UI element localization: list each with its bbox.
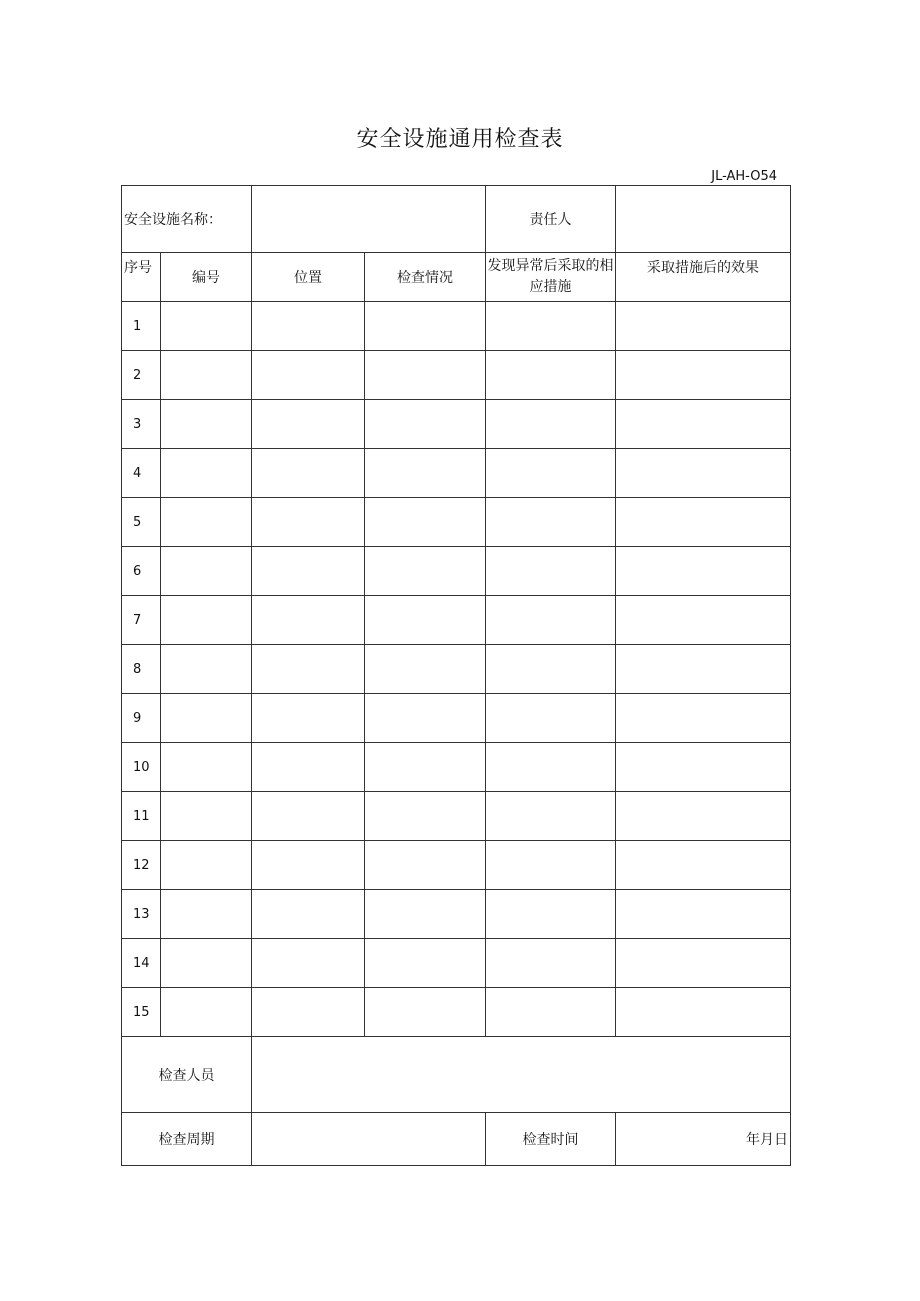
location-cell[interactable] [252, 449, 365, 498]
row-number: 4 [122, 449, 161, 498]
measures-cell[interactable] [486, 988, 616, 1037]
number-cell[interactable] [161, 743, 252, 792]
measures-cell[interactable] [486, 939, 616, 988]
facility-name-field[interactable] [252, 186, 486, 253]
effect-cell[interactable] [616, 449, 791, 498]
time-label: 检查时间 [486, 1113, 616, 1166]
measures-cell[interactable] [486, 547, 616, 596]
location-cell[interactable] [252, 988, 365, 1037]
inspection-cell[interactable] [365, 939, 486, 988]
header-number: 编号 [161, 253, 252, 302]
effect-cell[interactable] [616, 890, 791, 939]
inspector-row [122, 1037, 791, 1113]
location-cell[interactable] [252, 351, 365, 400]
effect-cell[interactable] [616, 351, 791, 400]
effect-cell[interactable] [616, 400, 791, 449]
effect-cell[interactable] [616, 939, 791, 988]
table-row [122, 988, 791, 1037]
table-row [122, 449, 791, 498]
table-row [122, 645, 791, 694]
effect-cell[interactable] [616, 645, 791, 694]
number-cell[interactable] [161, 498, 252, 547]
measures-cell[interactable] [486, 351, 616, 400]
effect-cell[interactable] [616, 743, 791, 792]
responsible-field[interactable] [616, 186, 791, 253]
inspection-cell[interactable] [365, 988, 486, 1037]
number-cell[interactable] [161, 400, 252, 449]
number-cell[interactable] [161, 890, 252, 939]
effect-cell[interactable] [616, 596, 791, 645]
header-seq: 序号 [122, 253, 161, 302]
effect-cell[interactable] [616, 841, 791, 890]
row-number: 12 [122, 841, 161, 890]
table-row [122, 498, 791, 547]
inspection-cell[interactable] [365, 302, 486, 351]
inspection-cell[interactable] [365, 792, 486, 841]
cycle-time-row [122, 1113, 791, 1166]
row-number: 7 [122, 596, 161, 645]
table-row [122, 596, 791, 645]
location-cell[interactable] [252, 547, 365, 596]
date-field[interactable]: 年月日 [616, 1113, 791, 1166]
effect-cell[interactable] [616, 547, 791, 596]
responsible-label: 责任人 [486, 186, 616, 253]
table-row [122, 302, 791, 351]
measures-cell[interactable] [486, 743, 616, 792]
table-row [122, 547, 791, 596]
location-cell[interactable] [252, 792, 365, 841]
inspection-cell[interactable] [365, 694, 486, 743]
location-cell[interactable] [252, 596, 365, 645]
table-row [122, 694, 791, 743]
row-number: 2 [122, 351, 161, 400]
inspection-cell[interactable] [365, 547, 486, 596]
location-cell[interactable] [252, 743, 365, 792]
number-cell[interactable] [161, 988, 252, 1037]
inspection-cell[interactable] [365, 449, 486, 498]
number-cell[interactable] [161, 449, 252, 498]
cycle-field[interactable] [252, 1113, 486, 1166]
location-cell[interactable] [252, 645, 365, 694]
column-header-row [122, 253, 791, 302]
number-cell[interactable] [161, 351, 252, 400]
page-title: 安全设施通用检查表 [356, 127, 564, 152]
table-row [122, 743, 791, 792]
effect-cell[interactable] [616, 694, 791, 743]
table-row [122, 890, 791, 939]
facility-name-row [122, 186, 791, 253]
number-cell[interactable] [161, 792, 252, 841]
measures-cell[interactable] [486, 498, 616, 547]
inspector-label: 检查人员 [122, 1037, 252, 1113]
location-cell[interactable] [252, 400, 365, 449]
row-number: 14 [122, 939, 161, 988]
inspector-field[interactable] [252, 1037, 791, 1113]
measures-cell[interactable] [486, 449, 616, 498]
number-cell[interactable] [161, 939, 252, 988]
table-row [122, 400, 791, 449]
header-effect: 采取措施后的效果 [616, 253, 791, 302]
header-location: 位置 [252, 253, 365, 302]
location-cell[interactable] [252, 302, 365, 351]
table-row [122, 351, 791, 400]
effect-cell[interactable] [616, 988, 791, 1037]
number-cell[interactable] [161, 694, 252, 743]
location-cell[interactable] [252, 694, 365, 743]
row-number: 6 [122, 547, 161, 596]
row-number: 5 [122, 498, 161, 547]
row-number: 1 [122, 302, 161, 351]
measures-cell[interactable] [486, 302, 616, 351]
header-measures: 发现异常后采取的相应措施 [486, 253, 616, 302]
row-number: 11 [122, 792, 161, 841]
number-cell[interactable] [161, 645, 252, 694]
inspection-cell[interactable] [365, 890, 486, 939]
table-row [122, 841, 791, 890]
header-inspection: 检查情况 [365, 253, 486, 302]
location-cell[interactable] [252, 841, 365, 890]
inspection-cell[interactable] [365, 351, 486, 400]
inspection-cell[interactable] [365, 743, 486, 792]
measures-cell[interactable] [486, 694, 616, 743]
measures-cell[interactable] [486, 645, 616, 694]
number-cell[interactable] [161, 547, 252, 596]
cycle-label: 检查周期 [122, 1113, 252, 1166]
row-number: 15 [122, 988, 161, 1037]
measures-cell[interactable] [486, 890, 616, 939]
row-number: 10 [122, 743, 161, 792]
inspection-cell[interactable] [365, 596, 486, 645]
number-cell[interactable] [161, 302, 252, 351]
effect-cell[interactable] [616, 792, 791, 841]
row-number: 9 [122, 694, 161, 743]
effect-cell[interactable] [616, 302, 791, 351]
document-code: JL-AH-O54 [711, 169, 777, 184]
facility-name-label: 安全设施名称： [122, 186, 252, 253]
table-row [122, 939, 791, 988]
table-row [122, 792, 791, 841]
measures-cell[interactable] [486, 841, 616, 890]
inspection-cell[interactable] [365, 498, 486, 547]
row-number: 3 [122, 400, 161, 449]
effect-cell[interactable] [616, 498, 791, 547]
number-cell[interactable] [161, 596, 252, 645]
inspection-cell[interactable] [365, 645, 486, 694]
inspection-cell[interactable] [365, 841, 486, 890]
measures-cell[interactable] [486, 596, 616, 645]
location-cell[interactable] [252, 498, 365, 547]
number-cell[interactable] [161, 841, 252, 890]
inspection-cell[interactable] [365, 400, 486, 449]
location-cell[interactable] [252, 939, 365, 988]
measures-cell[interactable] [486, 400, 616, 449]
row-number: 8 [122, 645, 161, 694]
row-number: 13 [122, 890, 161, 939]
inspection-form-table [121, 185, 791, 1166]
measures-cell[interactable] [486, 792, 616, 841]
location-cell[interactable] [252, 890, 365, 939]
